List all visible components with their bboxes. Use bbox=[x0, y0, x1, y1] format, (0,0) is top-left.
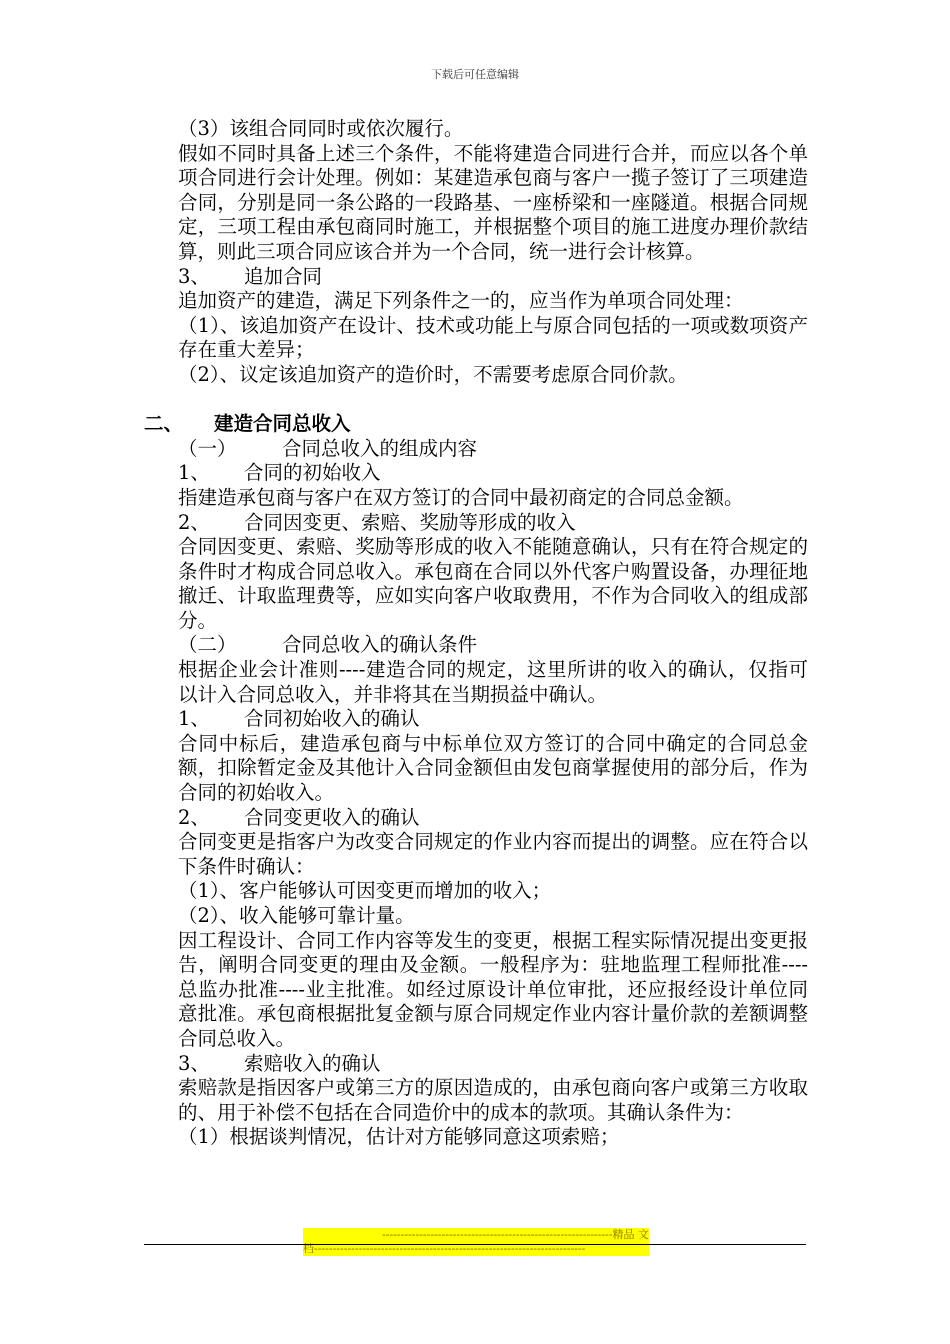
paragraph-change-revenue: 合同因变更、索赔、奖励等形成的收入不能随意确认，只有在符合规定的条件时才构成合同总收入。承包商在合同以外代客户购置设备，办理征地撤迁、计取监理费等，应如实向客户收取费用，不作为合同收入的组成部分。 bbox=[178, 535, 808, 632]
paragraph-merge-example: 假如不同时具备上述三个条件，不能将建造合同进行合并，而应以各个单项合同进行会计处理。例如：某建造承包商与客户一揽子签订了三项建造合同，分别是同一条公路的一段路基、一座桥梁和一座隧道。根据合同规定，三项工程由承包商同时施工，并根据整个项目的施工进度办理价款结算，则此三项合同应该合并为一个合同，统一进行会计核算。 bbox=[178, 141, 808, 263]
paragraph-change-definition: 合同变更是指客户为改变合同规定的作业内容而提出的调整。应在符合以下条件时确认： bbox=[178, 830, 808, 878]
item-title: 合同的初始收入 bbox=[244, 461, 381, 485]
paragraph-change-procedure: 因工程设计、合同工作内容等发生的变更，根据工程实际情况提出变更报告，阐明合同变更的理由及金额。一般程序为：驻地监理工程师批准----总监办批准----业主批准。如经过原设计单位审批，还应报经设计单位同意批准。承包商根据批复金额与原合同规定作业内容计量价款的差额调整合同总收入。 bbox=[178, 928, 808, 1050]
item-title: 合同初始收入的确认 bbox=[244, 707, 420, 731]
paragraph-initial-recognition: 合同中标后，建造承包商与中标单位双方签订的合同中确定的合同总金额，扣除暂定金及其他计入合同金额但由发包商掌握使用的部分后，作为合同的初始收入。 bbox=[178, 731, 808, 805]
condition-item-2: （2）、议定该追加资产的造价时，不需要考虑原合同价款。 bbox=[178, 362, 688, 386]
subsection-number: （二） bbox=[178, 633, 237, 657]
chapter-number: 二、 bbox=[144, 412, 184, 436]
item-number: 2、 bbox=[178, 510, 210, 534]
subsection-2-heading bbox=[178, 633, 808, 658]
subsection-1-heading bbox=[178, 437, 808, 462]
item-number: 1、 bbox=[178, 707, 210, 731]
chapter-heading bbox=[144, 412, 774, 437]
section-number: 3、 bbox=[178, 264, 210, 288]
item-1-heading bbox=[178, 461, 808, 486]
subsection-title: 合同总收入的组成内容 bbox=[282, 436, 478, 460]
subsection-number: （一） bbox=[178, 436, 237, 460]
section-3-heading bbox=[178, 265, 808, 290]
claim-condition-1: （1）根据谈判情况，估计对方能够同意这项索赔； bbox=[178, 1125, 620, 1149]
item-title: 索赔收入的确认 bbox=[244, 1051, 381, 1075]
document-body bbox=[144, 117, 808, 1150]
change-condition-2: （2）、收入能够可靠计量。 bbox=[178, 904, 415, 927]
footer-watermark bbox=[303, 1228, 649, 1256]
recognition-1-heading bbox=[178, 707, 808, 732]
condition-3: （3）该组合同同时或依次履行。 bbox=[178, 117, 464, 140]
paragraph-recognition: 根据企业会计准则----建造合同的规定，这里所讲的收入的确认，仅指可以计入合同总收入，并非将其在当期损益中确认。 bbox=[178, 658, 808, 706]
page-header-note: 下载后可任意编辑 bbox=[431, 68, 519, 81]
paragraph-additional-assets: 追加资产的建造，满足下列条件之一的，应当作为单项合同处理： bbox=[178, 289, 744, 313]
item-title: 合同变更收入的确认 bbox=[244, 805, 420, 829]
paragraph-initial-revenue: 指建造承包商与客户在双方签订的合同中最初商定的合同总金额。 bbox=[178, 485, 744, 509]
section-title: 追加合同 bbox=[244, 264, 323, 288]
subsection-title: 合同总收入的确认条件 bbox=[282, 633, 478, 657]
recognition-2-heading bbox=[178, 806, 808, 831]
paragraph-claims: 索赔款是指因客户或第三方的原因造成的，由承包商向客户或第三方收取的、用于补偿不包括在合同造价中的成本的款项。其确认条件为： bbox=[178, 1076, 808, 1124]
item-2-heading bbox=[178, 511, 808, 536]
condition-item-1: （1）、该追加资产在设计、技术或功能上与原合同包括的一项或数项资产存在重大差异； bbox=[178, 313, 808, 362]
item-number: 2、 bbox=[178, 805, 210, 829]
footer-line-1: --------------------------------------------------------------精品 文 bbox=[382, 1228, 649, 1241]
recognition-3-heading bbox=[178, 1052, 808, 1077]
footer-divider bbox=[144, 1244, 806, 1245]
item-title: 合同因变更、索赔、奖励等形成的收入 bbox=[244, 510, 576, 534]
item-number: 1、 bbox=[178, 461, 210, 485]
spacer bbox=[178, 388, 808, 413]
item-number: 3、 bbox=[178, 1051, 210, 1075]
chapter-title: 建造合同总收入 bbox=[214, 412, 351, 436]
change-condition-1: （1）、客户能够认可因变更而增加的收入； bbox=[178, 879, 552, 903]
footer-line-2: 档------------------------------------------------------------------------- bbox=[303, 1242, 586, 1255]
